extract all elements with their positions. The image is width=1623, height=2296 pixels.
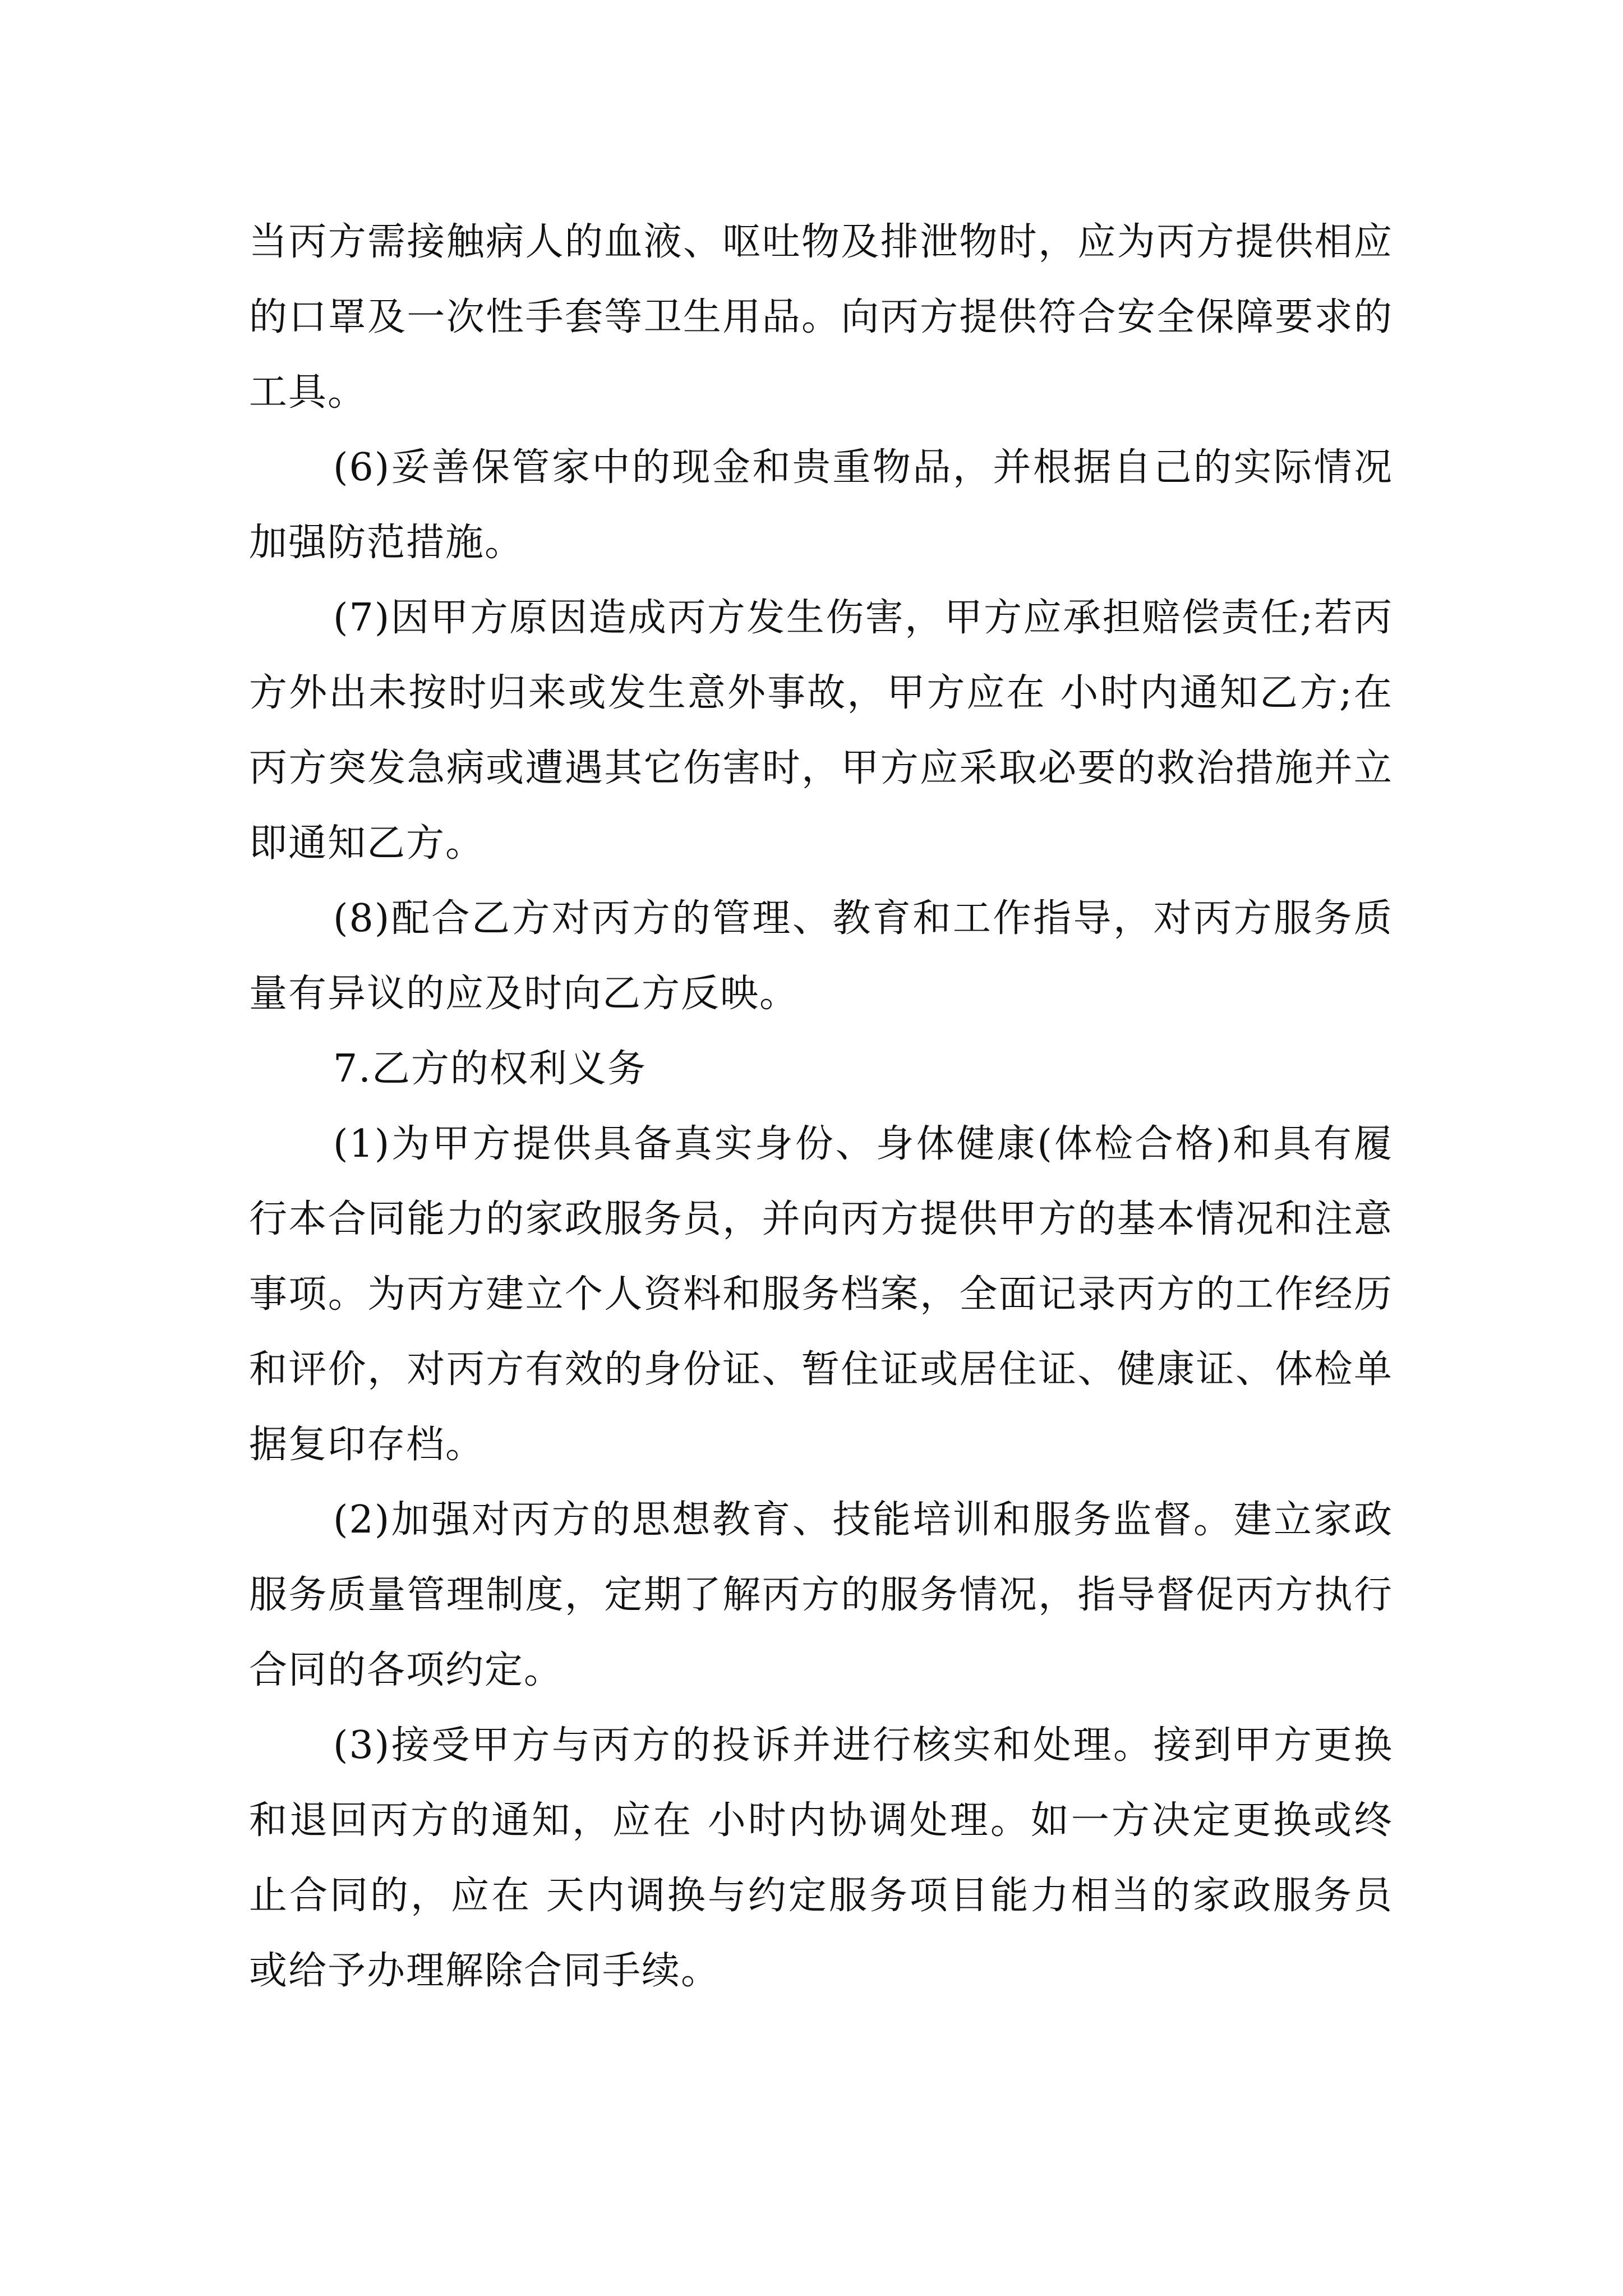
paragraph-clause-6: (6)妥善保管家中的现金和贵重物品，并根据自己的实际情况加强防范措施。 xyxy=(249,445,1393,565)
paragraph-clause-8: (8)配合乙方对丙方的管理、教育和工作指导，对丙方服务质量有异议的应及时向乙方反映。 xyxy=(249,896,1393,1016)
section-heading-party-b-rights: 7.乙方的权利义务 xyxy=(333,1047,647,1091)
paragraph-tools-supply: 当丙方需接触病人的血液、呕吐物及排泄物时，应为丙方提供相应的口罩及一次性手套等卫生用品。向丙方提供符合安全保障要求的工具。 xyxy=(249,220,1393,415)
paragraph-b-clause-2: (2)加强对丙方的思想教育、技能培训和服务监督。建立家政服务质量管理制度，定期了解丙方的服务情况，指导督促丙方执行合同的各项约定。 xyxy=(249,1498,1393,1692)
paragraph-b-clause-3: (3)接受甲方与丙方的投诉并进行核实和处理。接到甲方更换和退回丙方的通知，应在 小时内协调处理。如一方决定更换或终止合同的，应在 天内调换与约定服务项目能力相当的家政服务员或给予办理解除合同手续。 xyxy=(249,1723,1393,1993)
paragraph-clause-7: (7)因甲方原因造成丙方发生伤害，甲方应承担赔偿责任;若丙方外出未按时归来或发生意外事故，甲方应在 小时内通知乙方;在丙方突发急病或遭遇其它伤害时，甲方应采取必要的救治措施并立即通知乙方。 xyxy=(249,596,1393,866)
paragraph-b-clause-1: (1)为甲方提供具备真实身份、身体健康(体检合格)和具有履行本合同能力的家政服务员，并向丙方提供甲方的基本情况和注意事项。为丙方建立个人资料和服务档案，全面记录丙方的工作经历和评价，对丙方有效的身份证、暂住证或居住证、健康证、体检单据复印存档。 xyxy=(249,1122,1393,1467)
contract-body xyxy=(249,205,1393,2009)
